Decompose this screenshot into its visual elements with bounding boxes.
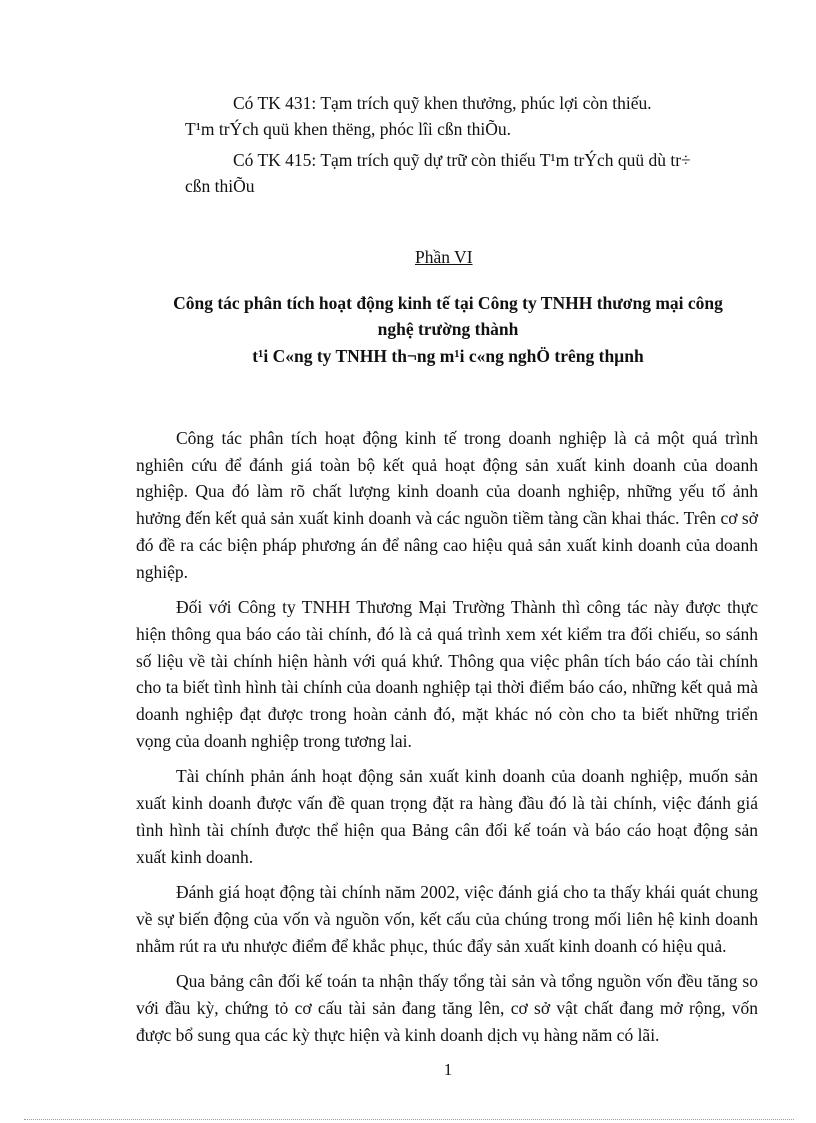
paragraph: Đối với Công ty TNHH Thương Mại Trường Thành thì công tác này được thực hiện thông qua báo cáo tài chính, đó là cả quá trình xem xét kiểm tra đối chiếu, so sánh số liệu về tài chính hiện hành với quá khứ. Thông qua việc phân tích báo cáo tài chính cho ta biết tình hình tài chính của doanh nghiệp tại thời điểm báo cáo, những kết quả mà doanh nghiệp đạt được trong hoàn cảnh đó, mặt khác nó còn cho ta biết những triển vọng của doanh nghiệp trong tương lai. bbox=[136, 597, 758, 751]
part-title: Phần VI bbox=[415, 247, 473, 267]
body-text bbox=[136, 425, 758, 1057]
garbled-text-line-415: cßn thiÕu bbox=[185, 176, 255, 196]
section-title-line-1: Công tác phân tích hoạt động kinh tế tại Công ty TNHH thương mại công bbox=[173, 293, 723, 313]
section-title-garbled: t¹i C«ng ty TNHH th¬ng m¹i c«ng nghÖ trêng thµnh bbox=[252, 346, 644, 366]
paragraph: Qua bảng cân đối kế toán ta nhận thấy tổng tài sản và tổng nguồn vốn đều tăng so với đầu kỳ, chứng tỏ cơ cấu tài sản đang tăng lên, cơ sở vật chất đang mở rộng, vốn được bổ sung qua các kỳ thực hiện và kinh doanh dịch vụ hàng năm có lãi. bbox=[136, 971, 758, 1045]
garbled-text-line-431: T¹m trÝch quü khen thëng, phóc lîi cßn thiÕu. bbox=[185, 119, 512, 139]
page-number: 1 bbox=[443, 1060, 453, 1079]
paragraph: Đánh giá hoạt động tài chính năm 2002, việc đánh giá cho ta thấy khái quát chung về sự biến động của vốn và nguồn vốn, kết cấu của chúng trong mối liên hệ kinh doanh nhằm rút ra ưu nhược điểm để khắc phục, thúc đẩy sản xuất kinh doanh có hiệu quả. bbox=[136, 882, 758, 956]
journal-entry-line-431: Có TK 431: Tạm trích quỹ khen thưởng, phúc lợi còn thiếu. bbox=[233, 93, 652, 113]
section-title-line-2: nghệ trường thành bbox=[377, 319, 519, 339]
page-break-divider bbox=[24, 1119, 794, 1120]
paragraph: Công tác phân tích hoạt động kinh tế trong doanh nghiệp là cả một quá trình nghiên cứu để đánh giá toàn bộ kết quả hoạt động sản xuất kinh doanh của doanh nghiệp. Qua đó làm rõ chất lượng kinh doanh của doanh nghiệp, những yếu tố ảnh hưởng đến kết quả sản xuất kinh doanh và các nguồn tiềm tàng cần khai thác. Trên cơ sở đó đề ra các biện pháp phương án để nâng cao hiệu quả sản xuất kinh doanh của doanh nghiệp. bbox=[136, 428, 758, 582]
paragraph: Tài chính phản ánh hoạt động sản xuất kinh doanh của doanh nghiệp, muốn sản xuất kinh doanh được vấn đề quan trọng đặt ra hàng đầu đó là tài chính, việc đánh giá tình hình tài chính được thể hiện qua Bảng cân đối kế toán và báo cáo hoạt động sản xuất kinh doanh. bbox=[136, 766, 758, 867]
journal-entry-line-415: Có TK 415: Tạm trích quỹ dự trữ còn thiếu T¹m trÝch quü dù tr÷ bbox=[233, 150, 691, 170]
